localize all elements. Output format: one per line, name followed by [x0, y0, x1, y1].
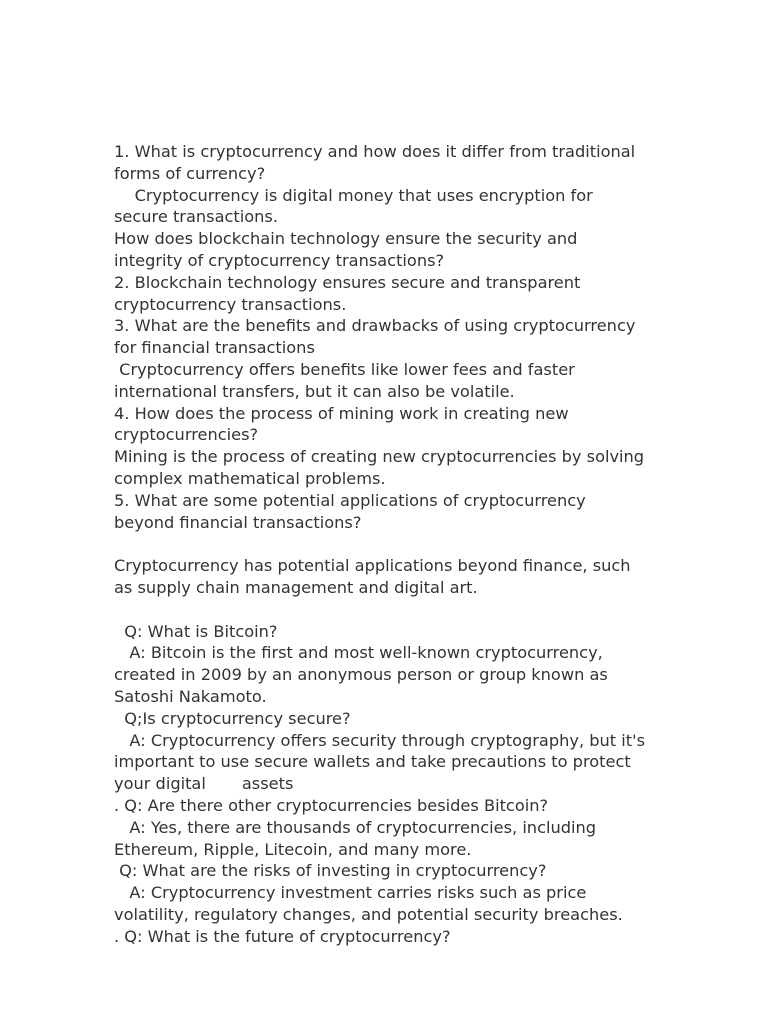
- text-line: A: Cryptocurrency investment carries risks such as price: [114, 883, 587, 903]
- text-line: secure transactions.: [114, 207, 278, 227]
- blank-line: [114, 533, 674, 555]
- text-line: international transfers, but it can also be volatile.: [114, 381, 515, 401]
- text-line: created in 2009 by an anonymous person or group known as: [114, 665, 608, 685]
- text-line: for financial transactions: [114, 338, 315, 358]
- text-line: integrity of cryptocurrency transactions?: [114, 250, 445, 270]
- text-line: . Q: What is the future of cryptocurrency?: [114, 926, 451, 946]
- document-body: [114, 141, 674, 947]
- text-line: Ethereum, Ripple, Litecoin, and many more.: [114, 839, 472, 859]
- blank-line: [114, 599, 674, 621]
- text-line: forms of currency?: [114, 163, 266, 183]
- text-line: Cryptocurrency offers benefits like lower fees and faster: [114, 359, 575, 379]
- text-line: Cryptocurrency has potential applications beyond finance, such: [114, 556, 631, 576]
- text-line: 4. How does the process of mining work in creating new: [114, 403, 569, 423]
- text-line: . Q: Are there other cryptocurrencies besides Bitcoin?: [114, 795, 549, 815]
- text-line: How does blockchain technology ensure the security and: [114, 229, 578, 249]
- text-line: important to use secure wallets and take precautions to protect: [114, 752, 631, 772]
- text-line: 2. Blockchain technology ensures secure and transparent: [114, 272, 581, 292]
- text-line: 3. What are the benefits and drawbacks of using cryptocurrency: [114, 316, 636, 336]
- text-line: your digital assets: [114, 774, 294, 794]
- text-line: Q: What is Bitcoin?: [114, 621, 278, 641]
- text-line: as supply chain management and digital art.: [114, 577, 478, 597]
- text-line: A: Yes, there are thousands of cryptocurrencies, including: [114, 817, 597, 837]
- text-line: cryptocurrency transactions.: [114, 294, 347, 314]
- text-line: beyond financial transactions?: [114, 512, 362, 532]
- text-line: volatility, regulatory changes, and potential security breaches.: [114, 904, 623, 924]
- text-line: Mining is the process of creating new cryptocurrencies by solving: [114, 447, 645, 467]
- text-line: Satoshi Nakamoto.: [114, 686, 267, 706]
- text-line: cryptocurrencies?: [114, 425, 259, 445]
- text-line: 5. What are some potential applications of cryptocurrency: [114, 490, 586, 510]
- text-line: 1. What is cryptocurrency and how does it differ from traditional: [114, 142, 636, 161]
- text-line: Q: What are the risks of investing in cryptocurrency?: [114, 861, 547, 881]
- text-line: A: Bitcoin is the first and most well-known cryptocurrency,: [114, 643, 603, 663]
- text-line: Q;Is cryptocurrency secure?: [114, 708, 351, 728]
- text-line: complex mathematical problems.: [114, 468, 386, 488]
- text-line: Cryptocurrency is digital money that uses encryption for: [114, 185, 593, 205]
- text-line: A: Cryptocurrency offers security through cryptography, but it's: [114, 730, 646, 750]
